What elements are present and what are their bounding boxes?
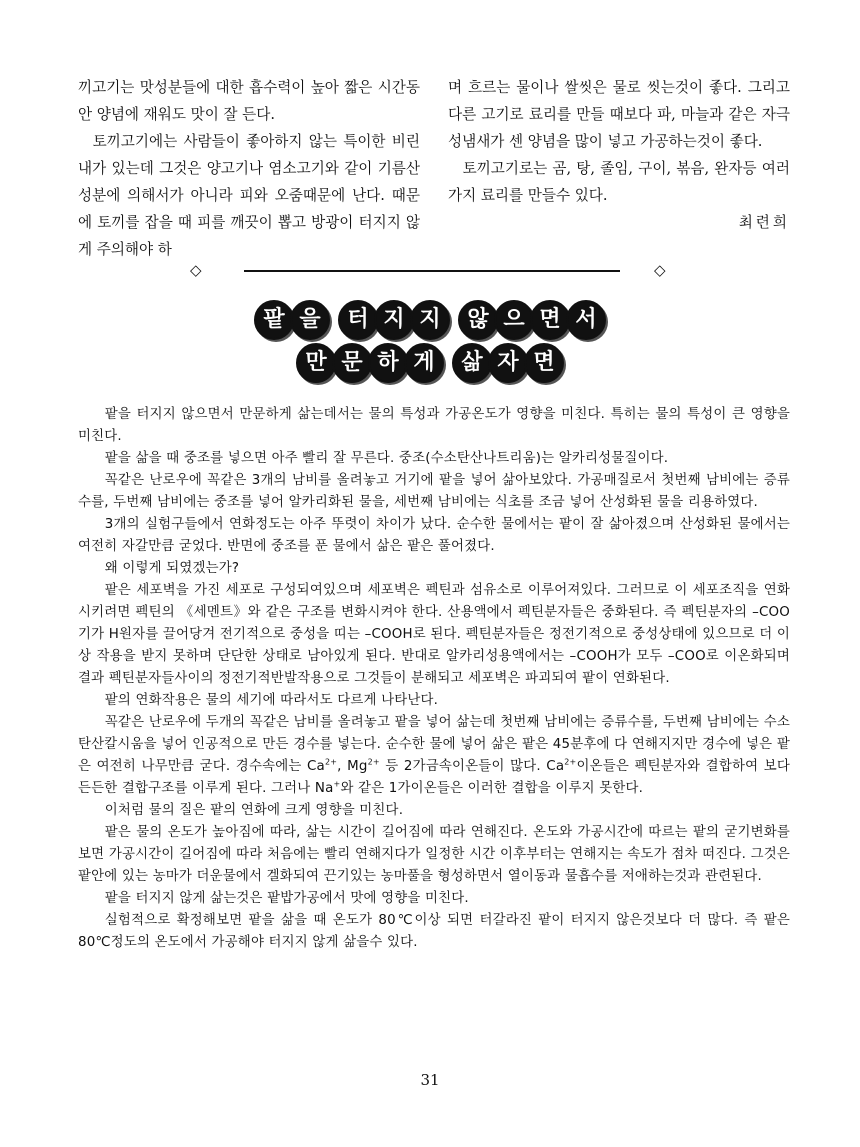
body-paragraph: 왜 이렇게 되였겠는가? — [104, 561, 240, 576]
diamond-icon-left: ◇ — [190, 261, 202, 279]
title-syllable: 자 — [488, 343, 528, 383]
body-paragraph: 이처럼 물의 질은 팥의 연화에 크게 영향을 미친다. — [104, 803, 404, 818]
body-paragraph: 팥은 세포벽을 가진 세포로 구성되여있으며 세포벽은 펙틴과 섬유소로 이루어져있다. 그러므로 이 세포조직을 연화시키려면 펙틴의 《세멘트》와 같은 구조를 변화시켜야 한다. 산용액에서 펙틴분자들은 중화된다. 즉 펙틴분자의 –COO기가 H원자를 끌어당겨 전기적으로 중성을 띠는 –COOH로 된다. 펙틴분자들은 정전기적으로 중성상태에 있으므로 더 이상 작용을 받지 못하며 단단한 상태로 남아있게 된다. 반대로 알카리성용액에서는 –COOH가 모두 –COO로 이온화되며 결과 펙틴분자들사이의 정전기적반발작용으로 그것들이 분해되고 세포벽은 파괴되여 팥이 연화된다. — [78, 583, 790, 686]
body-paragraph: 꼭같은 난로우에 꼭같은 3개의 남비를 올려놓고 거기에 팥을 넣어 삶아보았다. 가공매질로서 첫번째 남비에는 증류수를, 두번째 남비에는 중조를 넣어 알카리화된 물을, 세번째 남비에는 식초를 조금 넣어 산성화된 물을 리용하였다. — [78, 473, 790, 510]
body-paragraph: 팥을 터지지 않으면서 만문하게 삶는데서는 물의 특성과 가공온도가 영향을 미친다. 특히는 물의 특성이 큰 영향을 미친다. — [78, 407, 790, 444]
title-syllable: 서 — [566, 300, 606, 340]
title-syllable: 면 — [530, 300, 570, 340]
body-paragraph: 팥을 삶을 때 중조를 넣으면 아주 빨리 잘 무른다. 중조(수소탄산나트리움)는 알카리성물질이다. — [104, 451, 669, 466]
title-syllable: 지 — [374, 300, 414, 340]
title-syllable: 만 — [296, 343, 336, 383]
title-syllable: 으 — [494, 300, 534, 340]
body-paragraph: 팥을 터지지 않게 삶는것은 팥밥가공에서 맛에 영향을 미친다. — [104, 891, 469, 906]
author-name: 최련희 — [738, 214, 790, 231]
body-paragraph: 팥의 연화작용은 물의 세기에 따라서도 다르게 나타난다. — [104, 693, 439, 708]
title-syllable: 삶 — [452, 343, 492, 383]
title-syllable: 팥 — [254, 300, 294, 340]
right-paragraph-2: 토끼고기로는 곰, 탕, 졸임, 구이, 볶음, 완자등 여러가지 료리를 만들수 있다. — [448, 160, 790, 204]
right-column — [448, 74, 790, 263]
right-paragraph-1: 며 흐르는 물이나 쌀씻은 물로 씻는것이 좋다. 그리고 다른 고기로 료리를 만들 때보다 파, 마늘과 같은 자극성냄새가 센 양념을 많이 넣고 가공하는것이 좋다. — [448, 79, 790, 150]
body-paragraph: 실험적으로 확정해보면 팥을 삶을 때 온도가 80℃이상 되면 터갈라진 팥이 터지지 않은것보다 더 많다. 즉 팥은 80℃정도의 온도에서 가공해야 터지지 않게 삶을수 있다. — [78, 913, 790, 950]
body-paragraph: 꼭같은 난로우에 두개의 꼭같은 남비를 올려놓고 팥을 넣어 삶는데 첫번째 남비에는 증류수를, 두번째 남비에는 수소탄산칼시움을 넣어 인공적으로 만든 경수를 넣는다. 순수한 물에 넣어 삶은 팥은 45분후에 다 연해지지만 경수에 넣은 팥은 여전히 나무만큼 굳다. 경수속에는 $Ca^{2+}$, $Mg^{2+}$ 등 2가금속이온들이 많다. $Ca^{2+}$이온들은 펙틴분자와 결합하여 보다 든든한 결합구조를 이루게 된다. 그러나 Na+와 같은 1가이온들은 이러한 결합을 이루지 못한다. — [78, 715, 790, 796]
title-word — [454, 350, 562, 375]
title-syllable: 문 — [332, 343, 372, 383]
title-syllable: 않 — [458, 300, 498, 340]
page-number: 31 — [420, 1071, 440, 1089]
title-word — [256, 307, 328, 332]
top-article-columns — [78, 74, 790, 263]
left-paragraph-2: 토끼고기에는 사람들이 좋아하지 않는 특이한 비린내가 있는데 그것은 양고기나 염소고기와 같이 기름산성분에 의해서가 아니라 피와 오줌때문에 난다. 때문에 토끼를 잡을 때 피를 깨끗이 뽑고 방광이 터지지 않게 주의해야 하 — [78, 133, 420, 258]
diamond-icon-right: ◇ — [654, 261, 666, 279]
title-syllable: 하 — [368, 343, 408, 383]
body-paragraph: 팥은 물의 온도가 높아짐에 따라, 삶는 시간이 길어짐에 따라 연해진다. 온도와 가공시간에 따르는 팥의 굳기변화를 보면 가공시간이 길어짐에 따라 처음에는 빨리 연해지다가 일정한 시간 이후부터는 연해지는 속도가 점차 떠진다. 그것은 팥안에 있는 농마가 더운물에서 겔화되여 끈기있는 농마풀을 형성하면서 열이동과 물흡수를 저애하는것과 관련된다. — [78, 825, 790, 884]
title-word — [460, 307, 604, 332]
divider-line — [244, 270, 620, 272]
article-title-line-1 — [0, 300, 860, 340]
title-syllable: 면 — [524, 343, 564, 383]
body-paragraph: 3개의 실험구들에서 연화정도는 아주 뚜렷이 차이가 났다. 순수한 물에서는 팥이 잘 삶아졌으며 산성화된 물에서는 여전히 자갈만큼 굳었다. 반면에 중조를 푼 물에서 삶은 팥은 풀어졌다. — [78, 517, 790, 554]
article-body — [78, 404, 790, 954]
title-word — [340, 307, 448, 332]
title-syllable: 지 — [410, 300, 450, 340]
title-word — [298, 350, 442, 375]
article-title-line-2 — [0, 343, 860, 383]
left-paragraph-1: 끼고기는 맛성분들에 대한 흡수력이 높아 짧은 시간동안 양념에 재워도 맛이 잘 든다. — [78, 79, 420, 123]
left-column — [78, 74, 420, 263]
title-syllable: 을 — [290, 300, 330, 340]
title-syllable: 터 — [338, 300, 378, 340]
title-syllable: 게 — [404, 343, 444, 383]
section-divider — [0, 258, 860, 282]
